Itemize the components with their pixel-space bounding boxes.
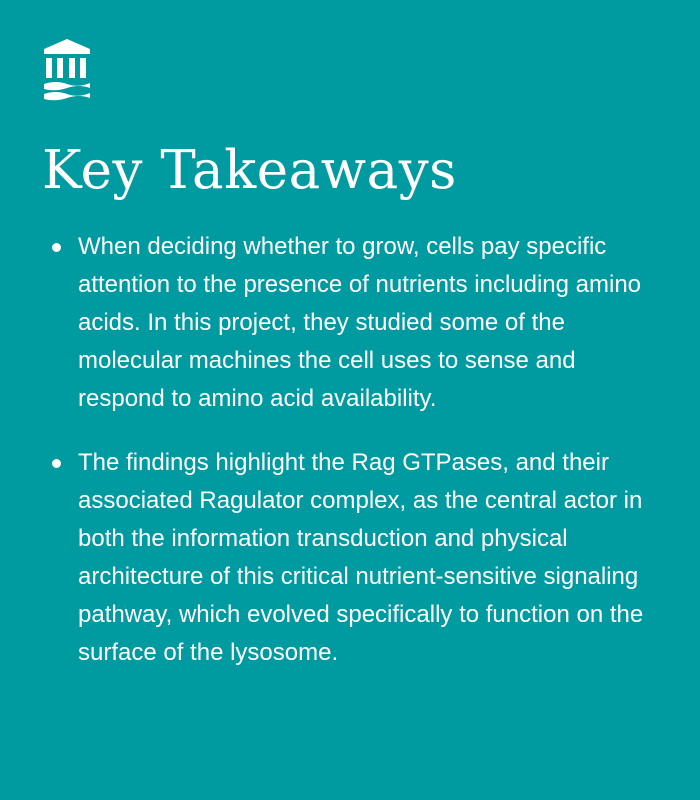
bullet-icon	[52, 243, 61, 252]
page-title: Key Takeaways	[42, 140, 457, 201]
institution-columns-icon	[42, 37, 92, 103]
list-item	[52, 228, 652, 418]
takeaway-text: When deciding whether to grow, cells pay specific attention to the presence of nutrients including amino acids. In this project, they studied some of the molecular machines the cell uses to sense and respond to amino acid availability.	[78, 233, 642, 412]
takeaways-list	[52, 228, 652, 698]
takeaway-text: The findings highlight the Rag GTPases, and their associated Ragulator complex, as the central actor in both the information transduction and physical architecture of this critical nutrient-sensitive signaling pathway, which evolved specifically to function on the surface of the lysosome.	[78, 449, 644, 666]
list-item	[52, 444, 652, 672]
bullet-icon	[52, 459, 61, 468]
